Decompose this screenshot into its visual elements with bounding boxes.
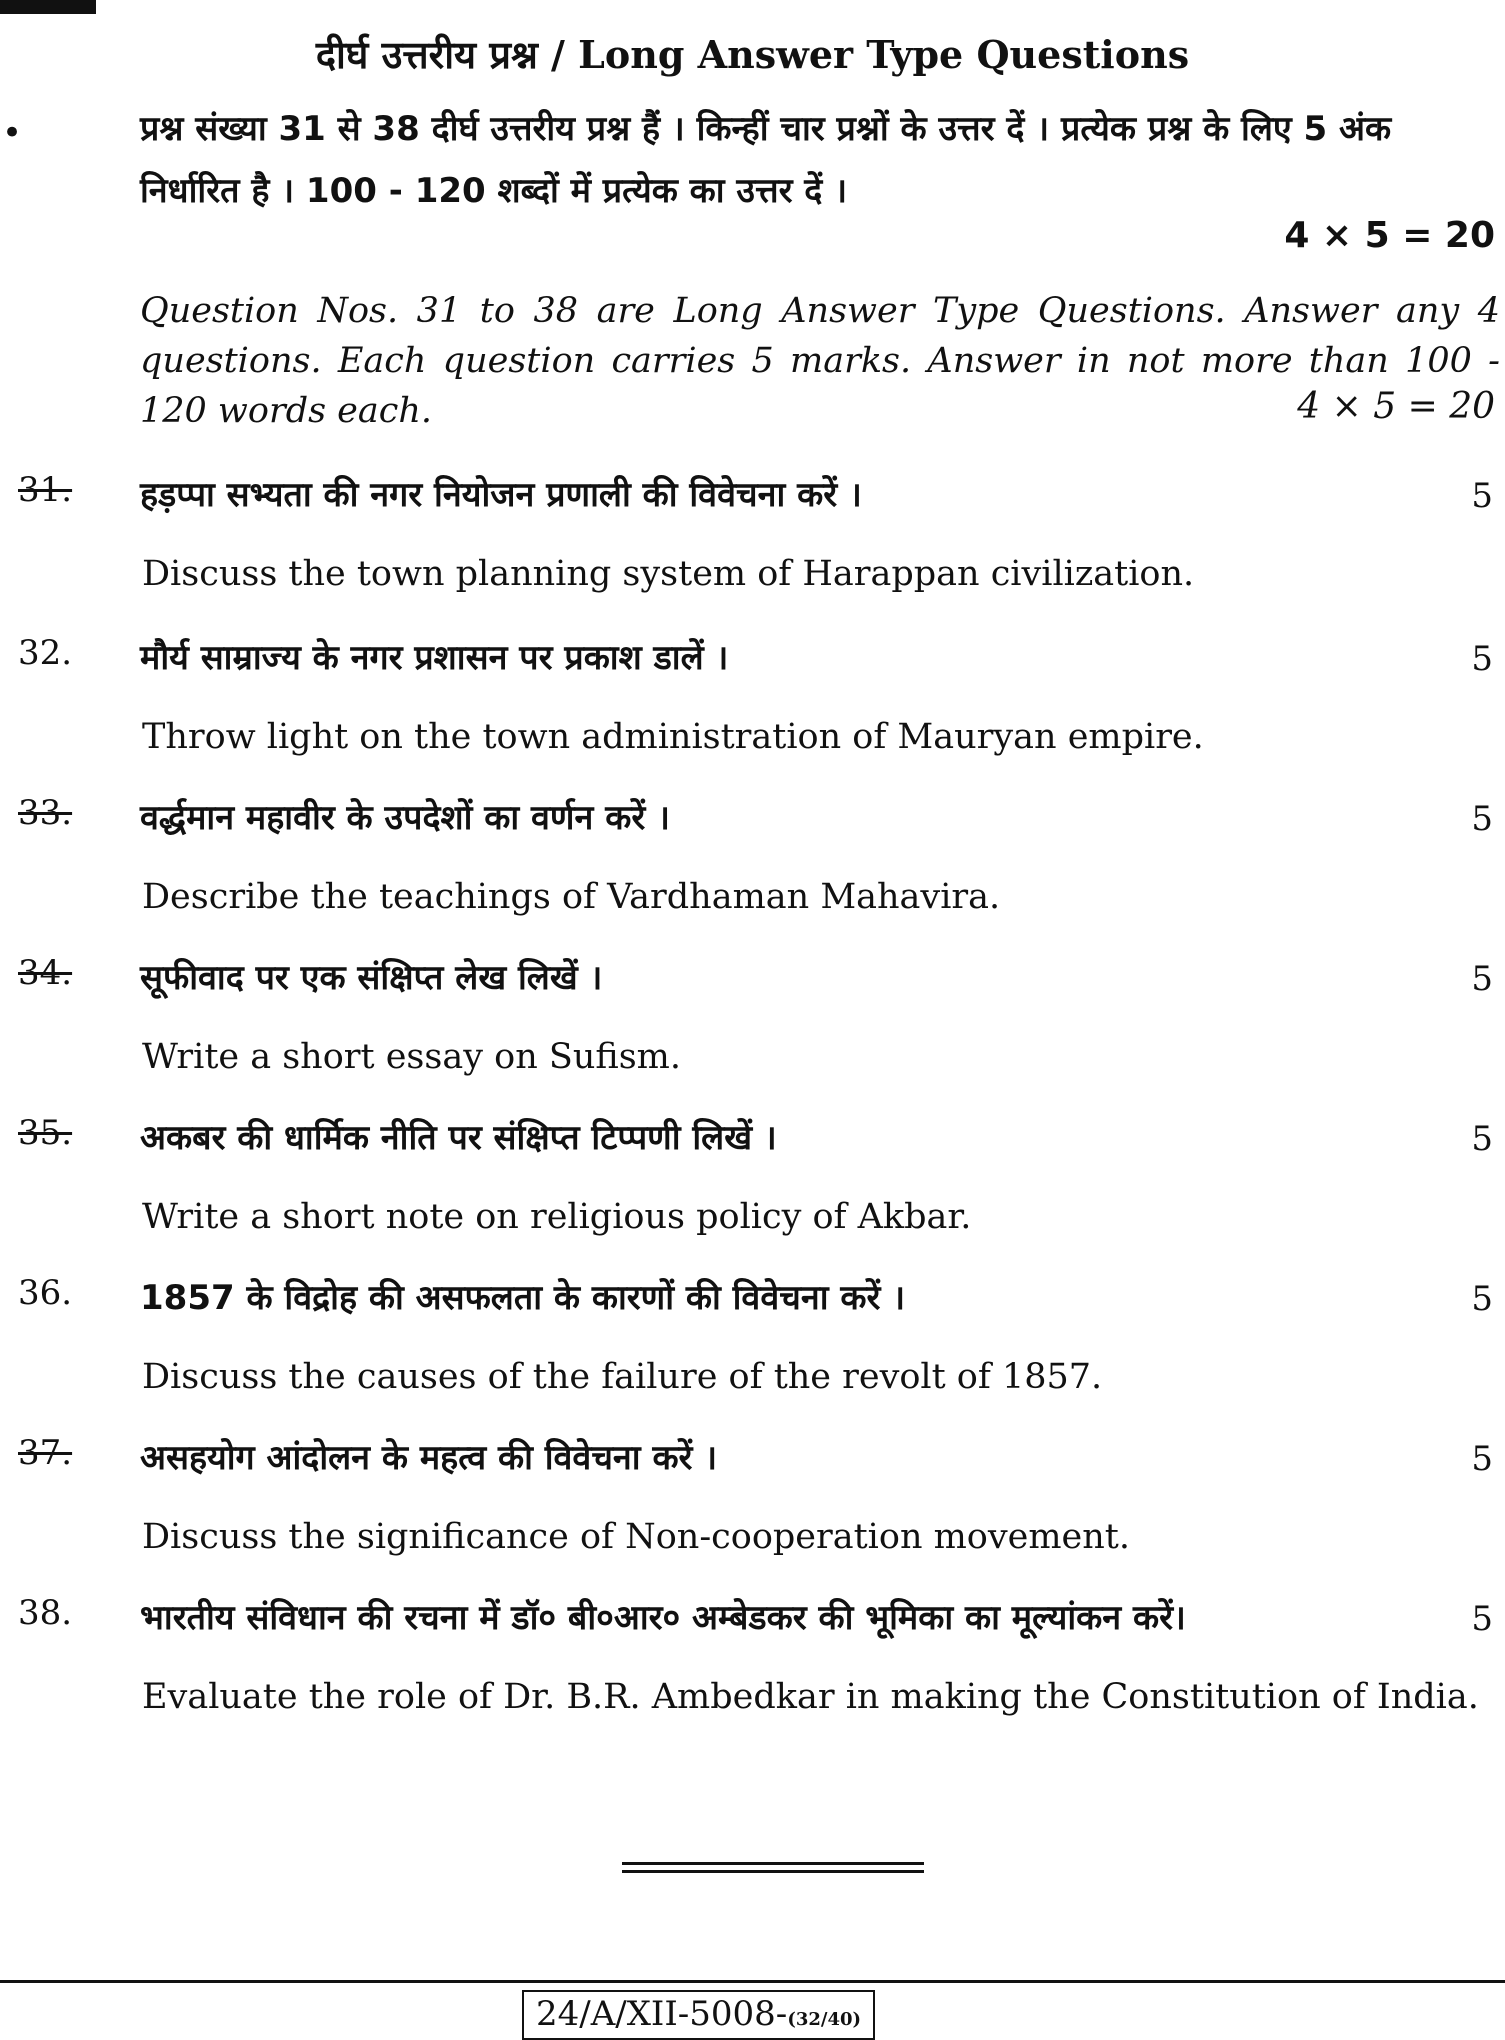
question-marks: 5 [1471, 1599, 1493, 1639]
question-text-english: Throw light on the town administration of Mauryan empire. [142, 717, 1204, 757]
question-34 [0, 953, 1505, 1123]
question-marks: 5 [1471, 799, 1493, 839]
question-text-english: Discuss the significance of Non-cooperation movement. [142, 1517, 1130, 1557]
question-36 [0, 1273, 1505, 1443]
paper-code [522, 1990, 875, 2040]
question-marks: 5 [1471, 639, 1493, 679]
paper-code-text: 24/A/XII-5008- [536, 1994, 788, 2034]
question-35 [0, 1113, 1505, 1283]
question-number: 37. [18, 1433, 73, 1473]
stray-dot: • [2, 113, 23, 153]
question-number: 33. [18, 793, 73, 833]
question-text-hindi: वर्द्धमान महावीर के उपदेशों का वर्णन करें । [140, 798, 670, 838]
total-marks-hindi: 4 × 5 = 20 [1284, 215, 1495, 256]
question-text-english: Discuss the town planning system of Harappan civilization. [142, 554, 1195, 594]
question-number: 31. [18, 470, 73, 510]
question-text-english: Write a short essay on Sufism. [142, 1037, 681, 1077]
question-text-english: Write a short note on religious policy of Akbar. [142, 1197, 972, 1237]
question-marks: 5 [1471, 476, 1493, 516]
question-text-hindi: हड़प्पा सभ्यता की नगर नियोजन प्रणाली की विवेचना करें । [140, 475, 862, 515]
end-divider-top [622, 1862, 924, 1865]
question-text-english: Describe the teachings of Vardhaman Mahavira. [142, 877, 1001, 917]
question-32 [0, 633, 1505, 803]
question-text-hindi: मौर्य साम्राज्य के नगर प्रशासन पर प्रकाश डालें । [140, 638, 729, 678]
question-31 [0, 470, 1505, 640]
question-37 [0, 1433, 1505, 1603]
question-text-hindi: अकबर की धार्मिक नीति पर संक्षिप्त टिप्पणी लिखें । [140, 1118, 777, 1158]
question-number: 35. [18, 1113, 73, 1153]
instructions-english: Question Nos. 31 to 38 are Long Answer Type Questions. Answer any 4 questions. Each question carries 5 marks. Answer in not more than 100 - 120 words each. [140, 291, 1500, 431]
question-marks: 5 [1471, 959, 1493, 999]
question-text-english: Discuss the causes of the failure of the revolt of 1857. [142, 1357, 1103, 1397]
question-number: 34. [18, 953, 73, 993]
total-marks-english: 4 × 5 = 20 [1297, 386, 1495, 427]
question-text-hindi: 1857 के विद्रोह की असफलता के कारणों की विवेचना करें । [140, 1278, 906, 1318]
section-title: दीर्घ उत्तरीय प्रश्न / Long Answer Type Questions [315, 32, 1190, 77]
question-text-hindi: भारतीय संविधान की रचना में डॉ० बी०आर० अम्बेडकर की भूमिका का मूल्यांकन करें। [140, 1598, 1186, 1638]
question-number: 32. [18, 633, 73, 673]
question-text-english: Evaluate the role of Dr. B.R. Ambedkar in making the Constitution of India. [142, 1677, 1479, 1717]
end-divider-bottom [622, 1870, 924, 1873]
corner-mark [0, 0, 96, 14]
question-marks: 5 [1471, 1119, 1493, 1159]
question-number: 38. [18, 1593, 73, 1633]
question-text-hindi: सूफीवाद पर एक संक्षिप्त लेख लिखें । [140, 958, 603, 998]
question-marks: 5 [1471, 1439, 1493, 1479]
question-text-hindi: असहयोग आंदोलन के महत्व की विवेचना करें । [140, 1438, 718, 1478]
question-38 [0, 1593, 1505, 1793]
question-number: 36. [18, 1273, 73, 1313]
page-number: (32/40) [787, 2009, 862, 2030]
question-33 [0, 793, 1505, 963]
question-marks: 5 [1471, 1279, 1493, 1319]
instructions-hindi: प्रश्न संख्या 31 से 38 दीर्घ उत्तरीय प्रश्न हैं । किन्हीं चार प्रश्नों के उत्तर दें । प्रत्येक प्रश्न के लिए 5 अंक निर्धारित है । 100 - 120 शब्दों में प्रत्येक का उत्तर दें । [140, 109, 1392, 211]
footer-rule [0, 1980, 1505, 1983]
